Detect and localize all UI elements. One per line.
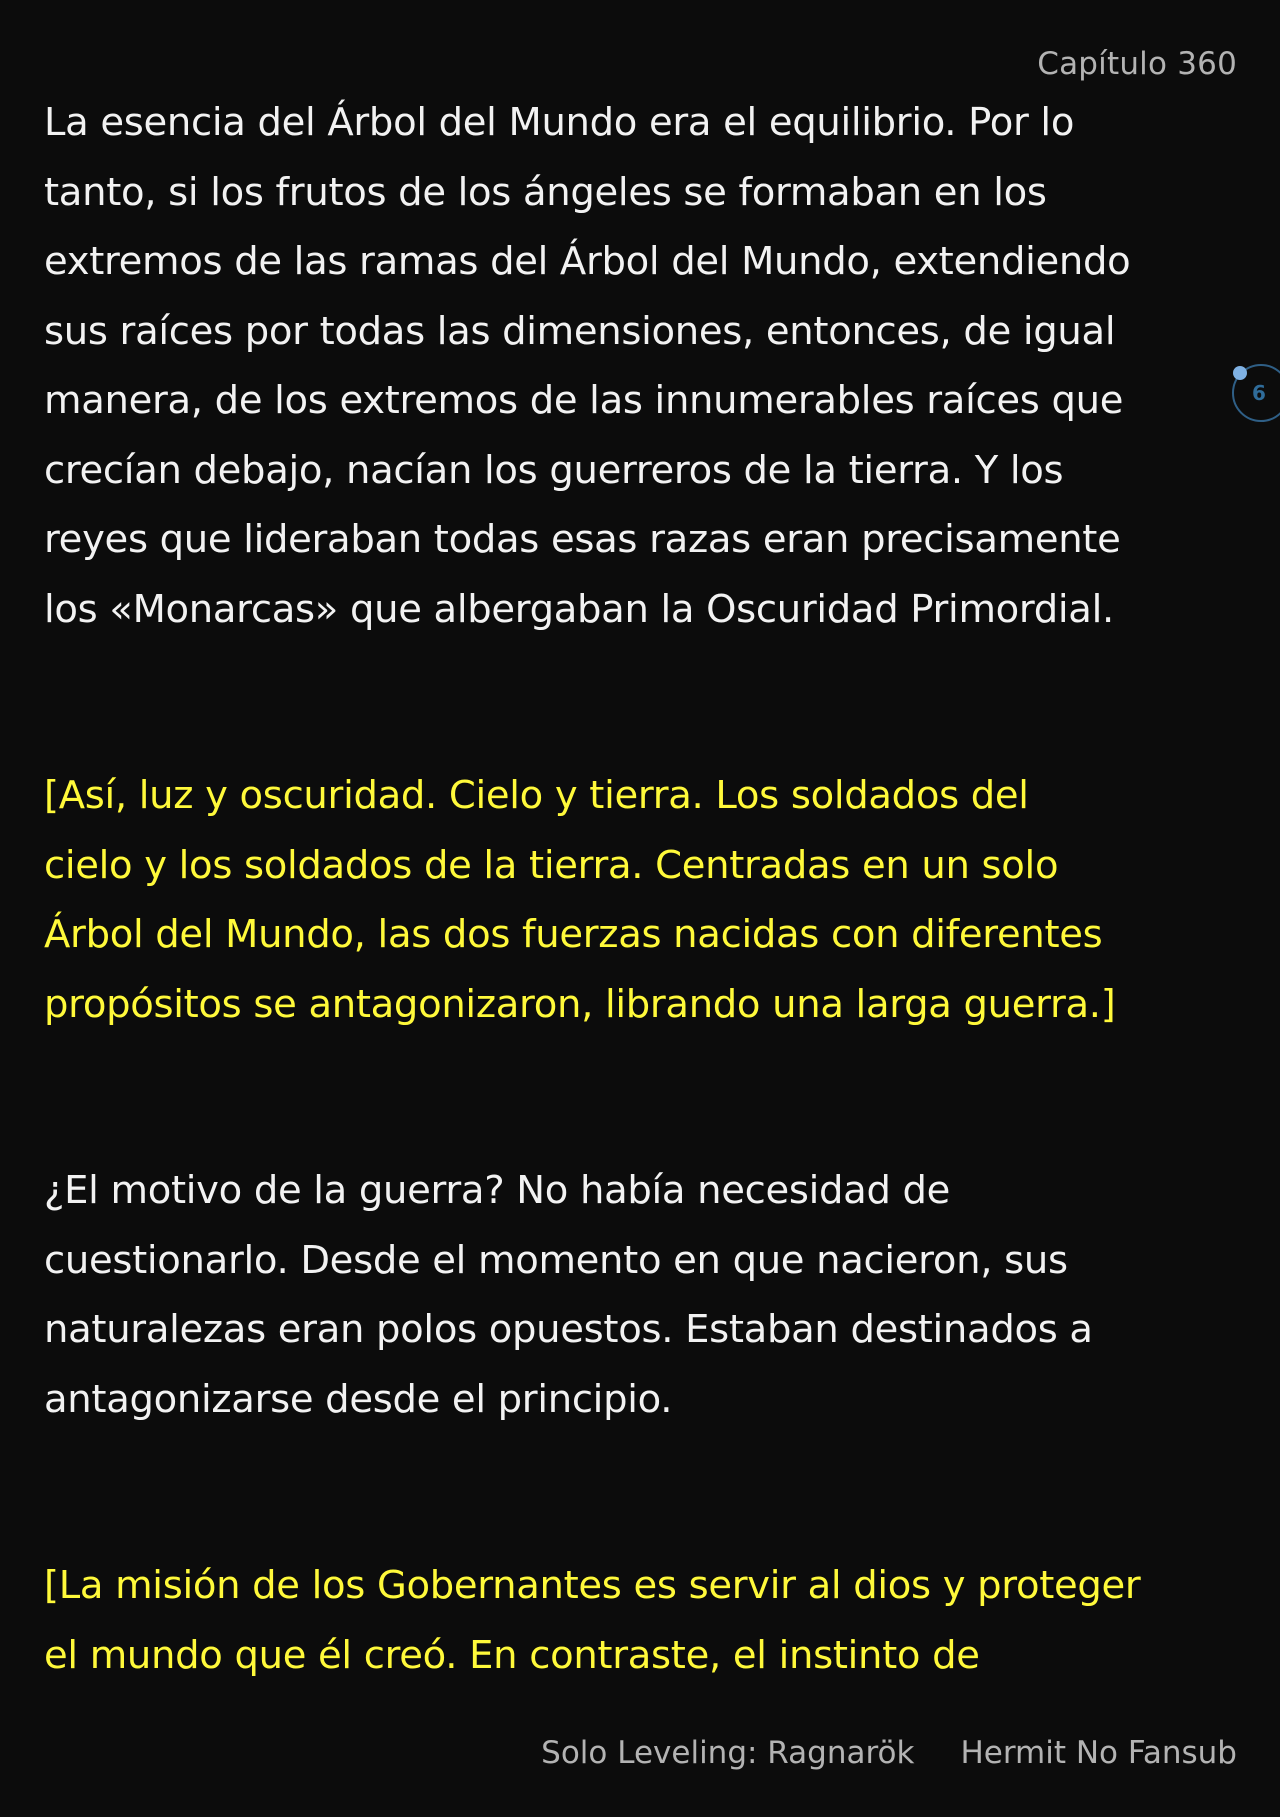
text-line: Árbol del Mundo, las dos fuerzas nacidas con diferentes xyxy=(44,912,1103,957)
progress-dot-icon xyxy=(1233,366,1247,380)
progress-badge-label: 6 xyxy=(1252,381,1266,405)
text-line: cuestionarlo. Desde el momento en que nacieron, sus xyxy=(44,1237,1068,1283)
chapter-label: Capítulo 360 xyxy=(1037,46,1237,82)
footer xyxy=(541,1735,1237,1771)
paragraph-spacer xyxy=(44,1434,1244,1551)
paragraph-spacer xyxy=(44,1039,1244,1156)
text-line: antagonizarse desde el principio. xyxy=(44,1376,673,1422)
text-line: crecían debajo, nacían los guerreros de la tierra. Y los xyxy=(44,447,1064,493)
text-line: propósitos se antagonizaron, librando una larga guerra.] xyxy=(44,981,1116,1027)
text-line: reyes que lideraban todas esas razas eran precisamente xyxy=(44,517,1121,562)
text-line: sus raíces por todas las dimensiones, entonces, de igual xyxy=(44,308,1116,354)
text-line: [La misión de los Gobernantes es servir al dios y proteger xyxy=(44,1563,1141,1608)
text-line: el mundo que él creó. En contraste, el instinto de xyxy=(44,1632,980,1678)
text-line: La esencia del Árbol del Mundo era el equilibrio. Por lo xyxy=(44,100,1075,145)
novel-title: Solo Leveling: Ragnarök xyxy=(541,1735,915,1771)
paragraph-2-system-message xyxy=(44,761,1244,1039)
paragraph-3 xyxy=(44,1156,1244,1434)
text-line: tanto, si los frutos de los ángeles se formaban en los xyxy=(44,169,1047,215)
text-line: [Así, luz y oscuridad. Cielo y tierra. Los soldados del xyxy=(44,773,1029,818)
paragraph-1 xyxy=(44,88,1244,644)
text-line: manera, de los extremos de las innumerables raíces que xyxy=(44,378,1124,423)
paragraph-spacer xyxy=(44,644,1244,761)
chapter-body xyxy=(44,88,1244,1690)
text-line: extremos de las ramas del Árbol del Mundo, extendiendo xyxy=(44,239,1131,284)
text-line: cielo y los soldados de la tierra. Centradas en un solo xyxy=(44,842,1059,888)
text-line: naturalezas eran polos opuestos. Estaban destinados a xyxy=(44,1307,1093,1352)
translator-credit: Hermit No Fansub xyxy=(960,1735,1237,1771)
text-line: ¿El motivo de la guerra? No había necesidad de xyxy=(44,1168,951,1213)
text-line: los «Monarcas» que albergaban la Oscuridad Primordial. xyxy=(44,586,1114,632)
paragraph-4-system-message xyxy=(44,1551,1244,1690)
